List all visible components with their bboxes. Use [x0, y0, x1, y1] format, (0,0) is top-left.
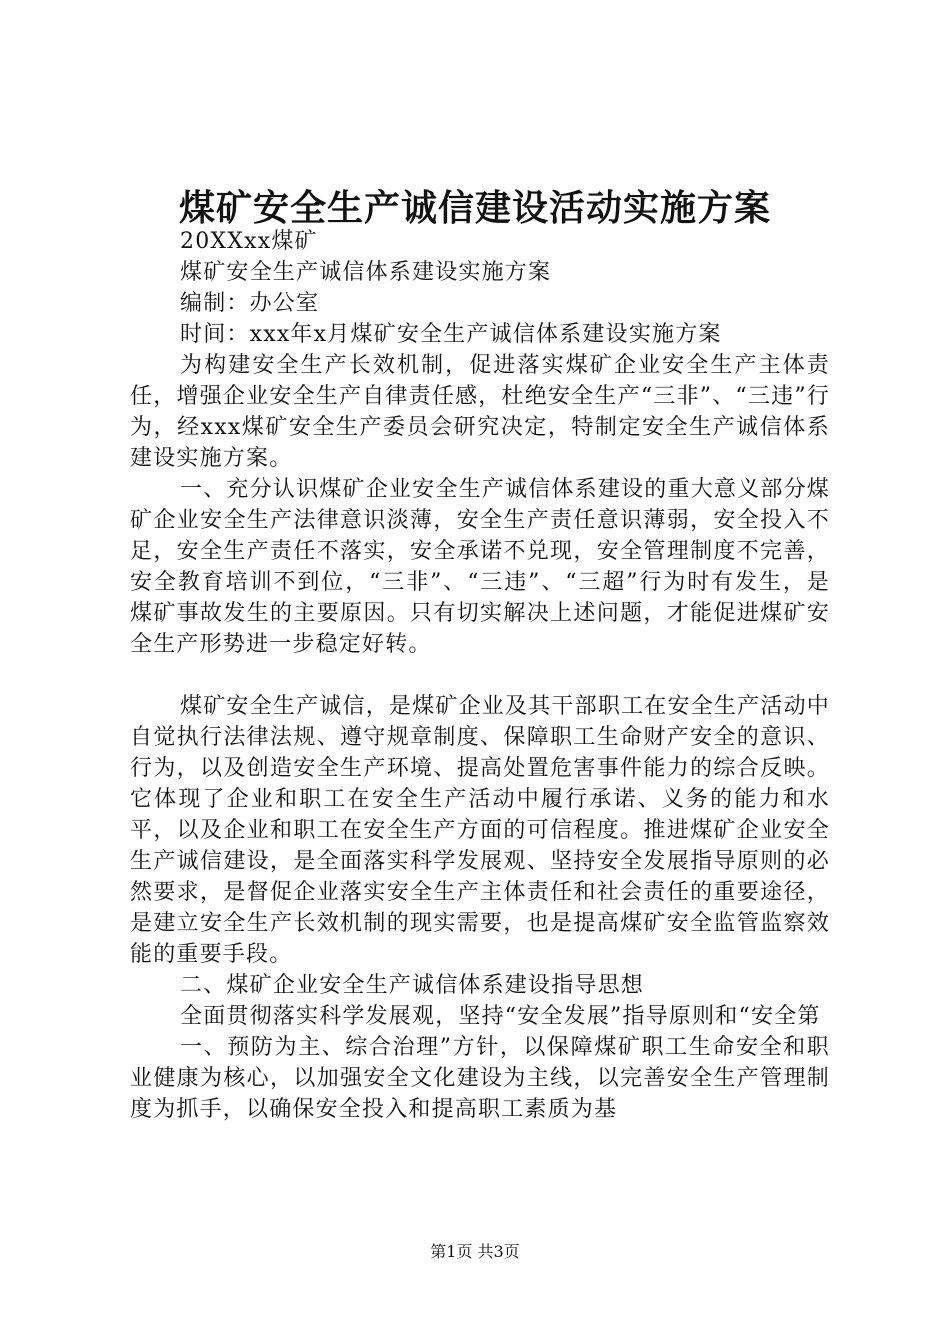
paragraph-section-one: 一、充分认识煤矿企业安全生产诚信体系建设的重大意义部分煤矿企业安全生产法律意识淡薄，安全生产责任意识薄弱，安全投入不足，安全生产责任不落实，安全承诺不兑现，安全管理制度不完善，安全教育培训不到位，“三非”、“三违”、“三超”行为时有发生，是煤矿事故发生的主要原因。只有切实解决上述问题，才能促进煤矿安全生产形势进一步稳定好转。 [130, 477, 830, 657]
paragraph-intro: 为构建安全生产长效机制，促进落实煤矿企业安全生产主体责任，增强企业安全生产自律责任感，杜绝安全生产“三非”、“三违”行为，经xxx煤矿安全生产委员会研究决定，特制定安全生产诚信体系建设实施方案。 [130, 353, 830, 471]
section-heading-two: 二、煤矿企业安全生产诚信体系建设指导思想 [180, 973, 645, 998]
meta-org: 20XXxx煤矿 [180, 229, 318, 254]
page-number-footer: 第1页 共3页 [430, 1242, 520, 1261]
document-title: 煤矿安全生产诚信建设活动实施方案 [178, 187, 771, 229]
meta-date: 时间：xxx年x月煤矿安全生产诚信体系建设实施方案 [180, 322, 722, 347]
paragraph-policy: 一、预防为主、综合治理”方针，以保障煤矿职工生命安全和职业健康为核心，以加强安全文化建设为主线，以完善安全生产管理制度为抓手，以确保安全投入和提高职工素质为基 [130, 1035, 830, 1122]
document-body [130, 226, 830, 1125]
meta-editor: 编制：办公室 [180, 291, 320, 316]
paragraph-guiding-thought: 全面贯彻落实科学发展观，坚持“安全发展”指导原则和“安全第 [180, 1004, 821, 1029]
paragraph-spacer [130, 660, 830, 691]
meta-plan-name: 煤矿安全生产诚信体系建设实施方案 [180, 260, 552, 285]
paragraph-integrity-definition: 煤矿安全生产诚信，是煤矿企业及其干部职工在安全生产活动中自觉执行法律法规、遵守规章制度、保障职工生命财产安全的意识、行为，以及创造安全生产环境、提高处置危害事件能力的综合反映。它体现了企业和职工在安全生产活动中履行承诺、义务的能力和水平，以及企业和职工在安全生产方面的可信程度。推进煤矿企业安全生产诚信建设，是全面落实科学发展观、坚持安全发展指导原则的必然要求，是督促企业落实安全生产主体责任和社会责任的重要途径，是建立安全生产长效机制的现实需要，也是提高煤矿安全监管监察效能的重要手段。 [130, 694, 830, 967]
